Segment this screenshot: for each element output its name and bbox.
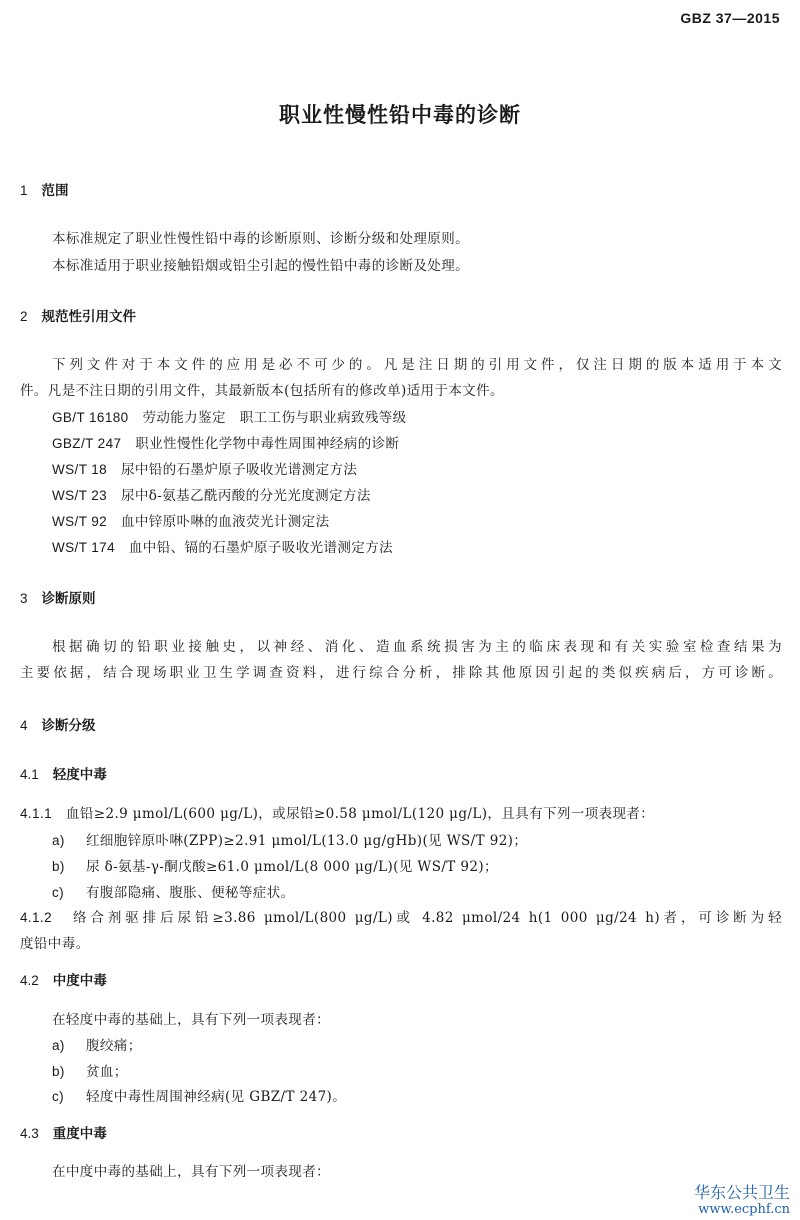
- section-title: 诊断分级: [41, 718, 96, 734]
- section-title: 轻度中毒: [52, 767, 107, 783]
- paragraph-line: 主要依据，结合现场职业卫生学调查资料，进行综合分析，排除其他原因引起的类似疾病后，方可诊断。: [20, 665, 782, 681]
- subsection-4-1-heading: [20, 763, 107, 783]
- reference-title: 职业性慢性化学物中毒性周围神经病的诊断: [135, 436, 400, 452]
- paragraph: 在轻度中毒的基础上，具有下列一项表现者：: [52, 1012, 330, 1028]
- paragraph-line: 根据确切的铅职业接触史，以神经、消化、造血系统损害为主的临床表现和有关实验室检查结果为: [52, 639, 782, 655]
- reference-item: [52, 510, 329, 530]
- clause-4-1-2: [20, 906, 782, 926]
- reference-code: GBZ/T 247: [52, 436, 122, 451]
- clause-number: 4.1.1: [20, 806, 53, 821]
- list-text: 腹绞痛；: [86, 1038, 142, 1054]
- section-title: 规范性引用文件: [41, 309, 137, 325]
- page-title: 职业性慢性铅中毒的诊断: [279, 103, 521, 127]
- reference-code: WS/T 92: [52, 514, 108, 529]
- section-1-heading: [20, 179, 69, 199]
- reference-code: WS/T 18: [52, 462, 108, 477]
- standard-code: GBZ 37—2015: [680, 10, 780, 26]
- list-text: 红细胞锌原卟啉(ZPP)≥2.91 μmol/L(13.0 μg/gHb)(见 WS/T 92)；: [86, 833, 528, 849]
- list-label: c): [52, 1089, 65, 1104]
- clause-text: 络合剂驱排后尿铅≥3.86 μmol/L(800 μg/L)或 4.82 μmol/24 h(1 000 μg/24 h)者，可诊断为轻: [72, 910, 782, 926]
- list-text: 贫血；: [86, 1064, 128, 1080]
- reference-item: [52, 432, 399, 452]
- section-number: 4.1: [20, 767, 39, 782]
- list-item: [52, 1085, 346, 1105]
- reference-title: 劳动能力鉴定 职工工伤与职业病致残等级: [142, 410, 407, 426]
- list-label: a): [52, 1038, 65, 1053]
- watermark-name: 华东公共卫生: [693, 1183, 790, 1202]
- section-title: 诊断原则: [41, 591, 96, 607]
- section-number: 2: [20, 309, 28, 324]
- list-text: 轻度中毒性周围神经病(见 GBZ/T 247)。: [86, 1089, 347, 1105]
- paragraph: 本标准适用于职业接触铅烟或铅尘引起的慢性铅中毒的诊断及处理。: [52, 258, 469, 274]
- section-3-heading: [20, 587, 96, 607]
- list-label: c): [52, 885, 65, 900]
- section-title: 中度中毒: [52, 973, 107, 989]
- list-item: [52, 855, 498, 875]
- section-number: 3: [20, 591, 28, 606]
- section-title: 重度中毒: [52, 1126, 107, 1142]
- reference-code: WS/T 174: [52, 540, 115, 555]
- subsection-4-2-heading: [20, 969, 107, 989]
- paragraph: 本标准规定了职业性慢性铅中毒的诊断原则、诊断分级和处理原则。: [52, 231, 469, 247]
- section-number: 4.3: [20, 1126, 39, 1141]
- list-item: [52, 829, 527, 849]
- list-label: a): [52, 833, 65, 848]
- reference-item: [52, 484, 371, 504]
- watermark-url[interactable]: www.ecphf.cn: [698, 1202, 790, 1217]
- subsection-4-3-heading: [20, 1122, 107, 1142]
- clause-number: 4.1.2: [20, 910, 53, 925]
- list-item: [52, 881, 295, 901]
- paragraph-line: 件。凡是不注日期的引用文件，其最新版本(包括所有的修改单)适用于本文件。: [20, 383, 504, 399]
- section-title: 范围: [41, 183, 69, 199]
- section-number: 1: [20, 183, 28, 198]
- list-text: 有腹部隐痛、腹胀、便秘等症状。: [86, 885, 295, 901]
- section-4-heading: [20, 714, 96, 734]
- reference-item: [52, 406, 407, 426]
- reference-code: WS/T 23: [52, 488, 108, 503]
- list-item: [52, 1060, 128, 1080]
- reference-code: GB/T 16180: [52, 410, 129, 425]
- reference-title: 血中锌原卟啉的血液荧光计测定法: [120, 514, 330, 530]
- paragraph-line: 下列文件对于本文件的应用是必不可少的。凡是注日期的引用文件，仅注日期的版本适用于本文: [52, 357, 782, 373]
- reference-title: 尿中δ-氨基乙酰丙酸的分光光度测定方法: [120, 488, 371, 504]
- clause-text: 血铅≥2.9 μmol/L(600 μg/L)，或尿铅≥0.58 μmol/L(120 μg/L)，且具有下列一项表现者：: [65, 806, 655, 822]
- reference-title: 尿中铅的石墨炉原子吸收光谱测定方法: [120, 462, 358, 478]
- clause-4-1-1: [20, 802, 654, 822]
- reference-item: [52, 536, 393, 556]
- list-item: [52, 1034, 142, 1054]
- reference-item: [52, 458, 357, 478]
- section-number: 4.2: [20, 973, 39, 988]
- reference-title: 血中铅、镉的石墨炉原子吸收光谱测定方法: [128, 540, 393, 556]
- section-2-heading: [20, 305, 136, 325]
- list-label: b): [52, 859, 65, 874]
- list-text: 尿 δ-氨基-γ-酮戊酸≥61.0 μmol/L(8 000 μg/L)(见 WS/T 92)；: [86, 859, 498, 875]
- section-number: 4: [20, 718, 28, 733]
- paragraph: 在中度中毒的基础上，具有下列一项表现者：: [52, 1164, 330, 1180]
- list-label: b): [52, 1064, 65, 1079]
- clause-continuation: 度铅中毒。: [20, 936, 90, 952]
